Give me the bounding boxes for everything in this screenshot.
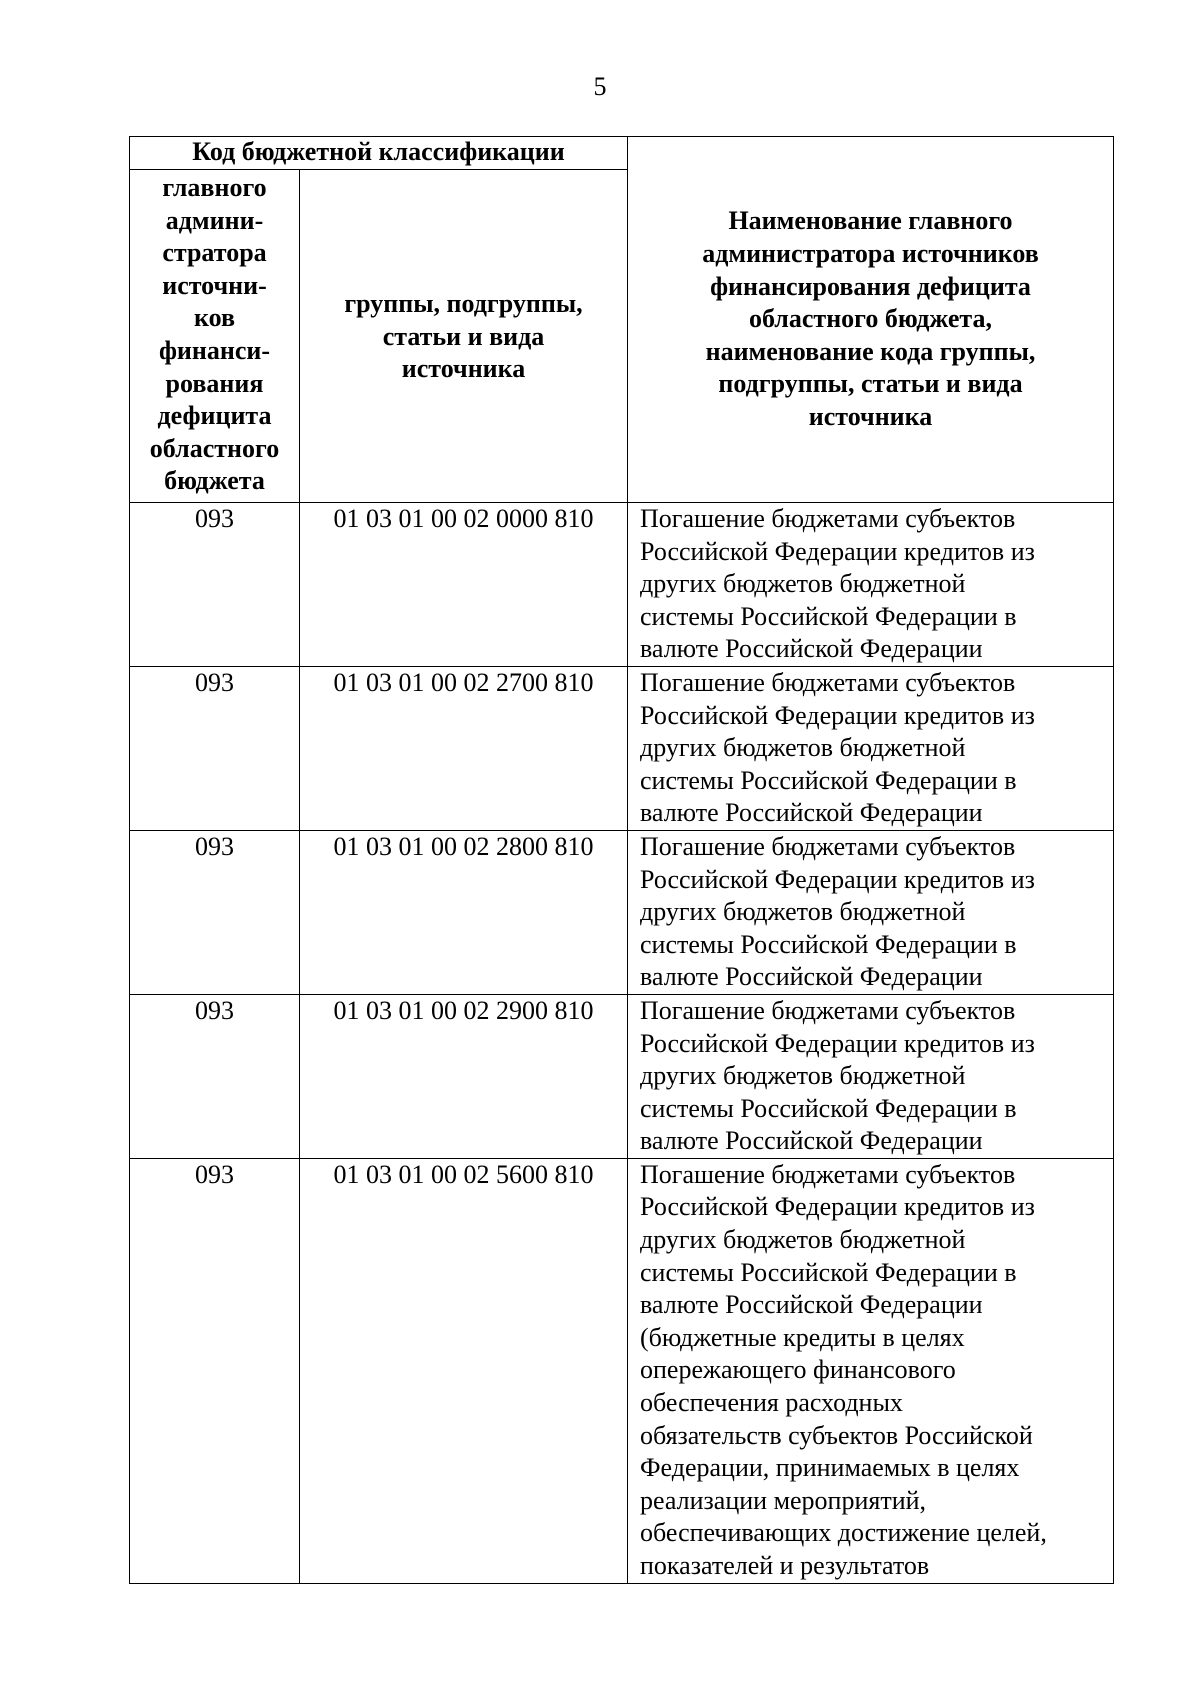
administrator-name-header: Наименование главного администратора источников финансирования дефицита областного бюджета, наименование кода группы, подгруппы, статьи и вида источника — [628, 137, 1114, 503]
source-code-cell: 01 03 01 00 02 2800 810 — [300, 830, 628, 994]
description-cell: Погашение бюджетами субъектов Российской Федерации кредитов из других бюджетов бюджетной системы Российской Федерации в валюте Российской Федерации — [628, 503, 1114, 667]
table-row — [130, 994, 1114, 1158]
admin-code-cell: 093 — [130, 994, 300, 1158]
budget-classification-code-header: Код бюджетной классификации — [130, 137, 628, 170]
table-row — [130, 1158, 1114, 1583]
admin-code-cell: 093 — [130, 666, 300, 830]
admin-code-cell: 093 — [130, 503, 300, 667]
source-code-cell: 01 03 01 00 02 2700 810 — [300, 666, 628, 830]
admin-code-cell: 093 — [130, 1158, 300, 1583]
description-cell: Погашение бюджетами субъектов Российской Федерации кредитов из других бюджетов бюджетной системы Российской Федерации в валюте Российской Федерации (бюджетные кредиты в целях опережающего финансового обеспечения расходных обязательств субъектов Российской Федерации, принимаемых в целях реализации мероприятий, обеспечивающих достижение целей, показателей и результатов — [628, 1158, 1114, 1583]
description-cell: Погашение бюджетами субъектов Российской Федерации кредитов из других бюджетов бюджетной системы Российской Федерации в валюте Российской Федерации — [628, 994, 1114, 1158]
admin-code-cell: 093 — [130, 830, 300, 994]
page-number: 5 — [593, 72, 607, 101]
group-code-header: группы, подгруппы, статьи и вида источника — [300, 170, 628, 503]
table-row — [130, 830, 1114, 994]
chief-administrator-code-header: главного админи- стратора источни- ков финанси- рования дефицита областного бюджета — [130, 170, 300, 503]
table-row — [130, 666, 1114, 830]
table-row — [130, 503, 1114, 667]
budget-classification-table — [129, 136, 1114, 1584]
source-code-cell: 01 03 01 00 02 0000 810 — [300, 503, 628, 667]
source-code-cell: 01 03 01 00 02 5600 810 — [300, 1158, 628, 1583]
source-code-cell: 01 03 01 00 02 2900 810 — [300, 994, 628, 1158]
description-cell: Погашение бюджетами субъектов Российской Федерации кредитов из других бюджетов бюджетной системы Российской Федерации в валюте Российской Федерации — [628, 830, 1114, 994]
header-row-top — [130, 137, 1114, 170]
description-cell: Погашение бюджетами субъектов Российской Федерации кредитов из других бюджетов бюджетной системы Российской Федерации в валюте Российской Федерации — [628, 666, 1114, 830]
